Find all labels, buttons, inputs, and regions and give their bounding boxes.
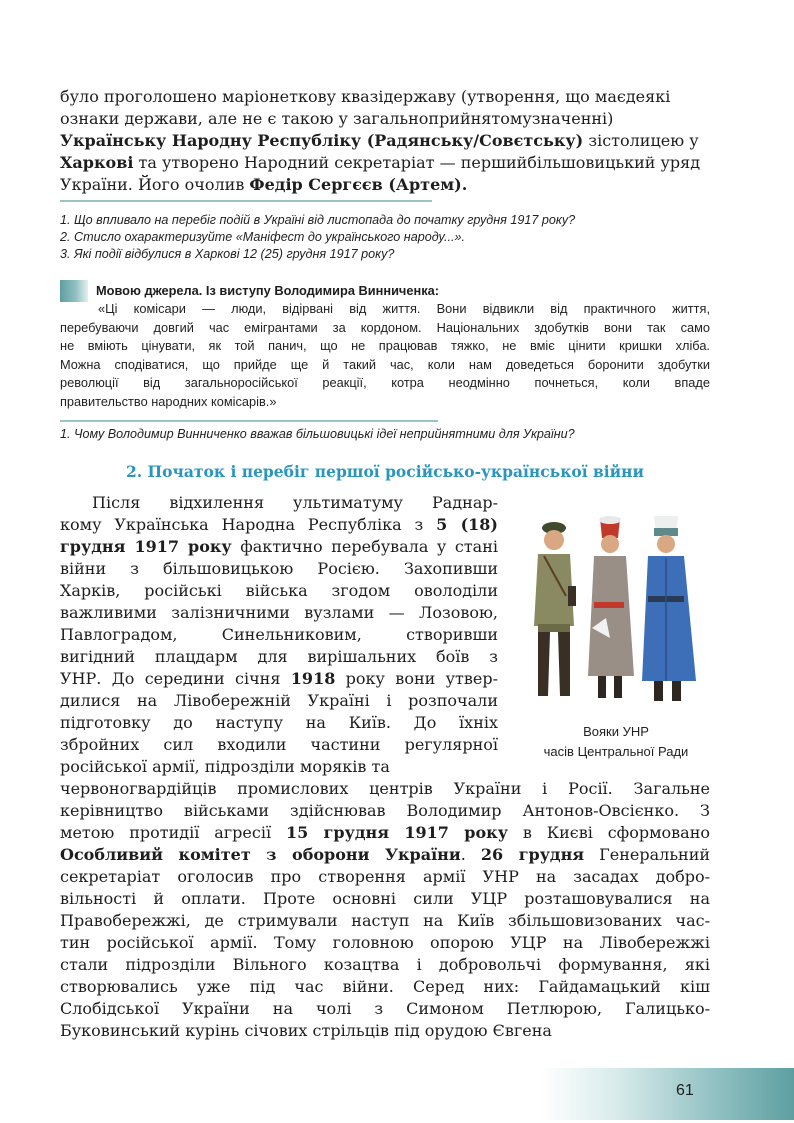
text-line: дилися на Лівобережній Україні і розпочали [60,691,498,710]
text-line: війни з більшовицькою Росією. Захопивши [60,559,498,578]
text-line: важливими залізничними вузлами — Лозовою, [60,603,498,622]
text-line: вигідний плацдарм для вирішальних боїв з [60,647,498,666]
bold-term: 5 (18) [436,515,498,534]
bold-term: Особливий комітет з оборони України [60,845,461,864]
bold-term: Харкові [60,153,134,172]
text-line: керівництво військами здійснював Володимир Антонов-Овсієнко. З [60,801,710,820]
text-line: Правобережжі, де стримували наступ на Київ збільшовизованих час- [60,911,710,930]
question-item: 2. Стисло охарактеризуйте «Маніфест до українського народу...». [60,230,465,244]
text-line: Слобідської України на чолі з Симоном Петлюрою, Галицько- [60,999,710,1018]
bold-term: 15 грудня 1917 року [285,823,508,842]
text-line: Харків, російські війська згодом оволоділи [60,581,498,600]
question-item: 3. Які події відбулися в Харкові 12 (25) грудня 1917 року? [60,247,395,261]
text-line: збройних сил входили частини регулярної [60,735,498,754]
text-line: стали підрозділи Вільного козацтва і добровольчі формування, які [60,955,710,974]
section-heading: 2. Початок і перебіг першої російсько-української війни [125,462,645,481]
text-line: червоногвардійців промислових центрів України і Росії. Загальне [60,779,710,798]
text-line: столицею у Харкові та утворено Народний секретаріат — перший [60,131,699,172]
question-item: 1. Чому Володимир Винниченко вважав більшовицькі ідеї неприйнятними для України? [60,427,575,441]
bold-term: Федір Сергєєв (Артем). [249,175,468,194]
text-line: УНР. До середини січня 1918 року вони утвер- [60,669,499,688]
source-marker-icon [60,280,88,302]
text-line: секретаріат оголосив про створення армії УНР на засадах добро- [60,867,710,886]
question-item: 1. Що впливало на перебіг подій в Україні від листопада до початку грудня 1917 року? [60,213,576,227]
text-line: створювались уже під час війни. Серед них: Гайдамацький кіш [60,977,710,996]
intro-paragraph [60,86,710,196]
divider-line [60,420,438,422]
source-title: Мовою джерела. Із виступу Володимира Винниченка: [96,283,439,298]
text-line: було проголошено маріонеткову квазідержаву (утворення, що має [60,87,626,106]
page-number: 61 [676,1082,694,1099]
text-line: деякі ознаки держави, але не є такою у загальноприйнятому [60,87,671,128]
quote-line: Можна сподіватися, що прийде ще й такий час, коли нам доведеться боронити здобутки [60,356,710,372]
quote-line: правительство народних комісарів.» [60,393,277,409]
unr-soldiers-illustration [514,506,714,716]
text-line: кому Українська Народна Республіка з 5 (18) [60,515,498,534]
text-line: більшовицький уряд України. Його очолив Федір Сергєєв (Артем). [60,153,701,194]
footer-band [540,1068,794,1120]
body-text-wide [60,778,710,1042]
text-line: підготовку до наступу на Київ. До їхніх [60,713,498,732]
soldier-greycoat-figure [588,516,634,698]
text-line: значенні) Українську Народну Республіку (Радянську/Совєтську) зі [60,109,614,150]
text-line: тин російської армії. Тому головною опорою УЦР на Лівобережжі [60,933,710,952]
soldier-bluecoat-figure [642,516,696,701]
text-line: метою протидії агресії 15 грудня 1917 року в Києві сформовано [60,823,711,842]
source-questions [60,426,730,443]
quote-line: перебуваючи довгий час емігрантами за кордоном. Національних здобутків вони так само [60,319,710,335]
quote-line: не вміють цінувати, як той панич, що не працював тяжко, не вміє цінити кришки хліба. [60,338,710,353]
text-line: грудня 1917 року фактично перебувала у стані [60,537,499,556]
text-line: російської армії, підрозділи моряків та [60,757,390,776]
body-text-narrow [60,492,498,778]
figure-caption-line: Вояки УНР [583,724,649,739]
text-line: вільності й оплати. Проте основні сили УЦР розташовувалися на [60,889,710,908]
soldier-khaki-figure [534,522,576,696]
source-quote [60,300,710,411]
text-line: Павлоградом, Синельниковим, створивши [60,625,498,644]
quote-line: революції від загальноросійської реакції, котра неодмінно почнеться, коли впаде [60,375,710,390]
text-line: Після відхилення ультиматуму Раднар- [92,493,498,512]
bold-term: 1918 [290,669,336,688]
divider-line [60,200,432,202]
bold-term: Українську Народну Республіку (Радянську/Совєтську) [60,131,584,150]
quote-line: «Ці комісари — люди, відірвані від життя. Вони відвикли від практичного життя, [98,301,710,316]
figure-caption [510,722,722,762]
text-line: Буковинський курінь січових стрільців під орудою Євгена [60,1021,552,1040]
text-line: Особливий комітет з оборони України. 26 грудня Генеральний [60,845,711,864]
review-questions [60,212,730,263]
figure-caption-line: часів Центральної Ради [543,744,689,759]
bold-term: 26 грудня [480,845,585,864]
bold-term: грудня 1917 року [60,537,232,556]
